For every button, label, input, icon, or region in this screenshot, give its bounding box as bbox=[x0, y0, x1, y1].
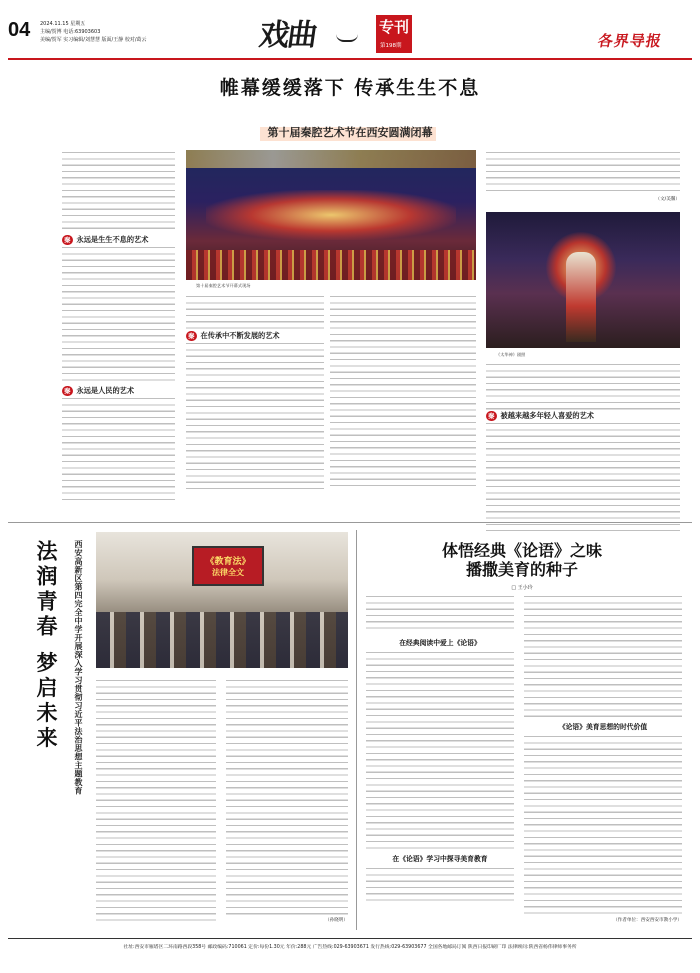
lead-paragraph bbox=[330, 294, 476, 490]
vertical-subtitle: 西安高新区第四完全中学开展深入学习贯彻习近平法治思想主题教育 bbox=[74, 540, 84, 795]
section-head-1: 秦 永远是生生不息的艺术 bbox=[64, 234, 149, 244]
lead-photo-caption: 第十届秦腔艺术节开幕式现场 bbox=[196, 283, 251, 288]
lead-paragraph bbox=[186, 341, 324, 491]
br-col-2 bbox=[524, 594, 682, 923]
lead-paragraph bbox=[62, 245, 175, 385]
br-paragraph bbox=[366, 866, 514, 906]
qin-mark-icon: 秦 bbox=[64, 386, 71, 395]
br-subhead-3: 在《论语》学习中探寻美育教育 bbox=[392, 855, 488, 863]
vertical-title: 法润青春 梦启未来 bbox=[34, 540, 59, 752]
br-author: □ 王小玲 bbox=[511, 585, 533, 591]
lead-byline: （文/美馨） bbox=[655, 197, 680, 202]
br-col-1 bbox=[366, 594, 514, 906]
br-byline: （作者单位：西安西安市教小学） bbox=[613, 918, 682, 923]
bl-paragraph bbox=[96, 678, 216, 924]
lead-photo-stage bbox=[186, 150, 476, 280]
br-paragraph bbox=[366, 650, 514, 850]
lead-col-1 bbox=[62, 150, 175, 504]
footer-text: 社址:西安市雁塔区二环南路西段358号 邮政编码:710061 定价:每份1.30元 年价:288元 广告热线:029-63903671 发行热线:029-63903677 全国各地邮局订阅 陕西日报印刷厂印 法律顾问:陕西省杨伟律师事务所 bbox=[123, 945, 577, 950]
masthead-logo bbox=[257, 10, 380, 53]
qin-mark-icon: 秦 bbox=[188, 331, 195, 340]
section-head-4: 秦 被越来越多年轻人喜爱的艺术 bbox=[488, 410, 594, 420]
lead-paragraph bbox=[62, 150, 175, 234]
br-paragraph bbox=[524, 734, 682, 916]
screen-title: 《教育法》 bbox=[205, 557, 251, 567]
br-title-1: 体悟经典《论语》之味 bbox=[441, 541, 602, 560]
lead-col-4-lower bbox=[486, 362, 680, 531]
bl-col-2 bbox=[226, 678, 348, 923]
qin-mark-icon: 秦 bbox=[64, 235, 71, 244]
lead-title: 帷幕缓缓落下 传承生生不息 bbox=[219, 77, 481, 99]
page-number: 04 bbox=[8, 19, 31, 41]
br-title-2: 播撒美育的种子 bbox=[465, 560, 578, 579]
opera-photo-caption: 《太华神》剧照 bbox=[496, 352, 526, 357]
screen-subtitle: 法律全文 bbox=[212, 567, 244, 577]
br-subhead-2: 《论语》美育思想的时代价值 bbox=[558, 723, 648, 731]
staff-line: 美编/贺军 实习编辑/刘慧慧 版面/王静 校对/葛云 bbox=[40, 37, 147, 43]
lead-subtitle: 第十届秦腔艺术节在西安圆满闭幕 bbox=[267, 126, 433, 139]
lead-paragraph bbox=[486, 150, 680, 194]
section-head-3: 秦 永远是人民的艺术 bbox=[64, 385, 135, 395]
lead-photo-opera bbox=[486, 212, 680, 348]
lead-col-2 bbox=[186, 294, 324, 491]
bl-byline: （孙晓明） bbox=[325, 918, 348, 923]
footer-rule bbox=[8, 938, 692, 939]
logo-calligraphy: 戏曲 bbox=[257, 18, 318, 53]
bl-col-1 bbox=[96, 678, 216, 924]
section-head-2: 秦 在传承中不断发展的艺术 bbox=[188, 330, 280, 340]
bl-paragraph bbox=[226, 678, 348, 916]
lead-col-3 bbox=[330, 294, 476, 490]
special-label: 专刊 bbox=[378, 18, 409, 36]
qin-mark-icon: 秦 bbox=[488, 411, 495, 420]
column-divider bbox=[356, 530, 357, 930]
issue-date: 2024.11.15 星期五 bbox=[40, 21, 86, 27]
classroom-photo bbox=[96, 532, 348, 668]
lead-col-4 bbox=[486, 150, 680, 202]
logo-seal-icon bbox=[336, 22, 358, 42]
br-subhead-1: 在经典阅读中爱上《论语》 bbox=[399, 639, 481, 647]
br-paragraph bbox=[366, 594, 514, 634]
lead-paragraph bbox=[486, 362, 680, 410]
masthead-rule bbox=[8, 58, 692, 60]
classroom-screen bbox=[192, 546, 264, 586]
editor-line: 主编/贺博 电话:63903603 bbox=[40, 29, 101, 35]
lead-paragraph bbox=[486, 421, 680, 531]
special-issue: 第198期 bbox=[380, 43, 402, 49]
lead-paragraph bbox=[186, 294, 324, 330]
column-title: 各界导报 bbox=[596, 32, 664, 50]
section-divider bbox=[8, 522, 692, 523]
br-paragraph bbox=[524, 594, 682, 718]
lead-paragraph bbox=[62, 396, 175, 504]
